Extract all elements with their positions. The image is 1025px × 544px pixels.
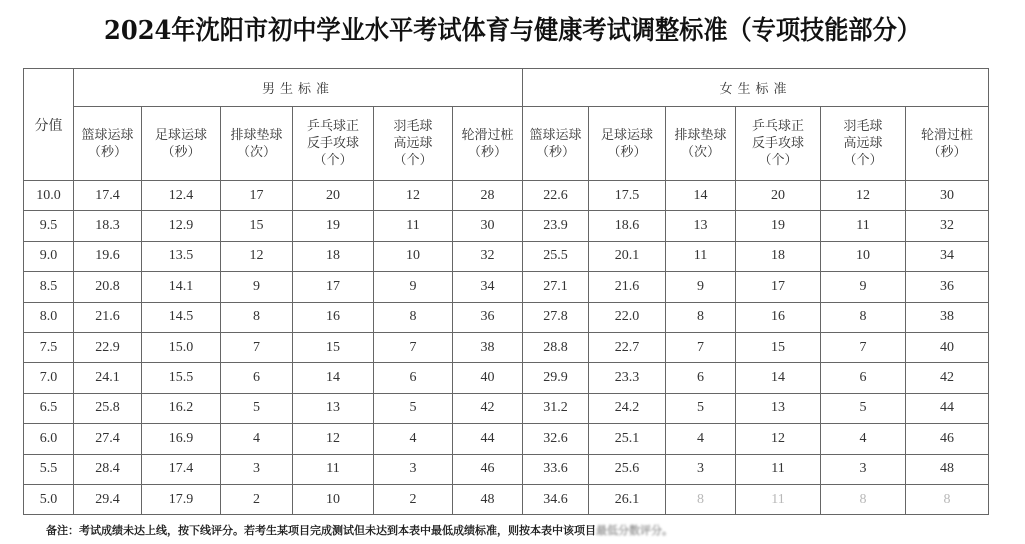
female-value-cell: 15 <box>736 332 821 362</box>
female-value-cell: 3 <box>821 454 906 484</box>
table-row <box>24 393 989 423</box>
table-row <box>24 211 989 241</box>
score-cell: 8.0 <box>24 302 74 332</box>
table-row <box>24 332 989 362</box>
male-value-cell: 25.8 <box>74 393 142 423</box>
male-col-badminton-clear <box>374 107 453 181</box>
male-value-cell: 21.6 <box>74 302 142 332</box>
female-value-cell: 8 <box>666 302 736 332</box>
male-value-cell: 36 <box>453 302 523 332</box>
column-header-line1: 乒乓球正 <box>751 119 804 134</box>
table-body <box>24 181 989 515</box>
table-row <box>24 424 989 454</box>
female-value-cell: 22.7 <box>589 332 666 362</box>
female-value-cell: 4 <box>666 424 736 454</box>
female-value-cell: 19 <box>736 211 821 241</box>
female-col-badminton-clear <box>821 107 906 181</box>
score-cell: 6.0 <box>24 424 74 454</box>
female-value-cell: 11 <box>821 211 906 241</box>
male-value-cell: 24.1 <box>74 363 142 393</box>
female-value-cell: 8 <box>821 302 906 332</box>
male-value-cell: 13.5 <box>142 241 221 271</box>
score-cell: 9.5 <box>24 211 74 241</box>
column-header-line1: 羽毛球 <box>393 119 433 134</box>
score-cell: 5.0 <box>24 484 74 514</box>
table-row <box>24 241 989 271</box>
male-col-football-dribble <box>142 107 221 181</box>
male-value-cell: 8 <box>221 302 293 332</box>
male-col-table-tennis <box>293 107 374 181</box>
column-header-unit: （次） <box>680 144 720 160</box>
score-cell: 7.0 <box>24 363 74 393</box>
column-header-unit: （秒） <box>607 144 647 160</box>
female-value-cell: 8 <box>821 484 906 514</box>
male-value-cell: 5 <box>374 393 453 423</box>
female-value-cell: 38 <box>906 302 989 332</box>
male-value-cell: 2 <box>374 484 453 514</box>
female-value-cell: 23.3 <box>589 363 666 393</box>
female-value-cell: 25.1 <box>589 424 666 454</box>
female-col-volleyball-pass <box>666 107 736 181</box>
female-value-cell: 6 <box>666 363 736 393</box>
female-value-cell: 13 <box>736 393 821 423</box>
male-value-cell: 16.9 <box>142 424 221 454</box>
female-value-cell: 5 <box>821 393 906 423</box>
female-value-cell: 9 <box>666 272 736 302</box>
female-value-cell: 11 <box>666 241 736 271</box>
male-value-cell: 9 <box>221 272 293 302</box>
male-value-cell: 9 <box>374 272 453 302</box>
female-value-cell: 30 <box>906 181 989 211</box>
score-cell: 8.5 <box>24 272 74 302</box>
male-value-cell: 12.9 <box>142 211 221 241</box>
male-col-basketball-dribble <box>74 107 142 181</box>
male-value-cell: 12 <box>293 424 374 454</box>
table-row <box>24 454 989 484</box>
male-value-cell: 38 <box>453 332 523 362</box>
female-value-cell: 22.0 <box>589 302 666 332</box>
female-value-cell: 23.9 <box>523 211 589 241</box>
female-value-cell: 3 <box>666 454 736 484</box>
column-header-unit: （次） <box>236 144 276 160</box>
male-value-cell: 27.4 <box>74 424 142 454</box>
male-value-cell: 6 <box>221 363 293 393</box>
male-value-cell: 15.5 <box>142 363 221 393</box>
table-row <box>24 363 989 393</box>
female-value-cell: 5 <box>666 393 736 423</box>
female-value-cell: 10 <box>821 241 906 271</box>
female-col-football-dribble <box>589 107 666 181</box>
male-value-cell: 8 <box>374 302 453 332</box>
male-value-cell: 15.0 <box>142 332 221 362</box>
score-cell: 5.5 <box>24 454 74 484</box>
female-value-cell: 22.6 <box>523 181 589 211</box>
column-header-name: 篮球运球 <box>81 127 134 143</box>
female-value-cell: 32 <box>906 211 989 241</box>
male-value-cell: 14.5 <box>142 302 221 332</box>
column-header-unit: （个） <box>393 153 433 168</box>
female-value-cell: 11 <box>736 484 821 514</box>
column-header-name: 篮球运球 <box>529 127 582 143</box>
male-value-cell: 14.1 <box>142 272 221 302</box>
male-value-cell: 48 <box>453 484 523 514</box>
female-value-cell: 4 <box>821 424 906 454</box>
male-value-cell: 15 <box>293 332 374 362</box>
female-value-cell: 7 <box>821 332 906 362</box>
score-header: 分值 <box>24 69 74 181</box>
male-value-cell: 17 <box>293 272 374 302</box>
female-value-cell: 24.2 <box>589 393 666 423</box>
male-col-roller-skating <box>453 107 523 181</box>
female-value-cell: 32.6 <box>523 424 589 454</box>
female-value-cell: 14 <box>736 363 821 393</box>
male-value-cell: 10 <box>293 484 374 514</box>
male-value-cell: 16.2 <box>142 393 221 423</box>
male-value-cell: 3 <box>221 454 293 484</box>
male-value-cell: 19 <box>293 211 374 241</box>
female-value-cell: 16 <box>736 302 821 332</box>
male-value-cell: 17.9 <box>142 484 221 514</box>
female-value-cell: 48 <box>906 454 989 484</box>
column-header-line1: 乒乓球正 <box>306 119 359 134</box>
male-value-cell: 11 <box>374 211 453 241</box>
male-value-cell: 15 <box>221 211 293 241</box>
male-value-cell: 42 <box>453 393 523 423</box>
female-value-cell: 18.6 <box>589 211 666 241</box>
female-value-cell: 11 <box>736 454 821 484</box>
female-value-cell: 20 <box>736 181 821 211</box>
female-value-cell: 8 <box>666 484 736 514</box>
score-cell: 10.0 <box>24 181 74 211</box>
female-value-cell: 31.2 <box>523 393 589 423</box>
column-header-name: 轮滑过桩 <box>461 127 514 143</box>
column-header-unit: （秒） <box>535 144 575 160</box>
male-value-cell: 11 <box>293 454 374 484</box>
column-header-unit: （秒） <box>927 144 967 160</box>
column-header-line2: 反手攻球 <box>306 136 359 151</box>
score-cell: 6.5 <box>24 393 74 423</box>
column-header-name: 足球运球 <box>600 127 653 143</box>
male-value-cell: 17.4 <box>142 454 221 484</box>
female-value-cell: 34 <box>906 241 989 271</box>
female-value-cell: 42 <box>906 363 989 393</box>
male-value-cell: 46 <box>453 454 523 484</box>
male-value-cell: 17 <box>221 181 293 211</box>
column-header-name: 足球运球 <box>154 127 207 143</box>
column-header-unit: （秒） <box>161 144 201 160</box>
female-value-cell: 28.8 <box>523 332 589 362</box>
female-value-cell: 8 <box>906 484 989 514</box>
column-header-name: 轮滑过桩 <box>920 127 973 143</box>
female-value-cell: 17.5 <box>589 181 666 211</box>
male-value-cell: 19.6 <box>74 241 142 271</box>
male-value-cell: 40 <box>453 363 523 393</box>
male-value-cell: 12 <box>374 181 453 211</box>
footnote <box>46 522 673 538</box>
male-value-cell: 12.4 <box>142 181 221 211</box>
female-value-cell: 12 <box>821 181 906 211</box>
female-value-cell: 27.8 <box>523 302 589 332</box>
female-value-cell: 14 <box>666 181 736 211</box>
female-value-cell: 13 <box>666 211 736 241</box>
table-row <box>24 484 989 514</box>
footnote-text: 备注：考试成绩未达上线，按下线评分。若考生某项目完成测试但未达到本表中最低成绩标准，则按本表中该项目 <box>46 524 596 537</box>
male-value-cell: 17.4 <box>74 181 142 211</box>
female-value-cell: 7 <box>666 332 736 362</box>
footnote-blurred-tail: 最低分数评分。 <box>596 524 673 537</box>
male-value-cell: 7 <box>221 332 293 362</box>
male-col-volleyball-pass <box>221 107 293 181</box>
male-value-cell: 10 <box>374 241 453 271</box>
male-value-cell: 7 <box>374 332 453 362</box>
female-col-basketball-dribble <box>523 107 589 181</box>
male-value-cell: 18 <box>293 241 374 271</box>
male-value-cell: 22.9 <box>74 332 142 362</box>
male-value-cell: 28.4 <box>74 454 142 484</box>
column-header-line2: 高远球 <box>393 136 433 151</box>
male-value-cell: 20.8 <box>74 272 142 302</box>
table-row <box>24 181 989 211</box>
column-header-name: 排球垫球 <box>230 127 283 143</box>
female-value-cell: 27.1 <box>523 272 589 302</box>
male-value-cell: 14 <box>293 363 374 393</box>
male-value-cell: 28 <box>453 181 523 211</box>
document-title: 2024年沈阳市初中学业水平考试体育与健康考试调整标准（专项技能部分） <box>104 16 921 46</box>
male-value-cell: 20 <box>293 181 374 211</box>
female-value-cell: 20.1 <box>589 241 666 271</box>
male-value-cell: 3 <box>374 454 453 484</box>
column-header-name: 排球垫球 <box>674 127 727 143</box>
column-header-unit: （秒） <box>467 144 507 160</box>
score-cell: 9.0 <box>24 241 74 271</box>
male-value-cell: 13 <box>293 393 374 423</box>
male-value-cell: 5 <box>221 393 293 423</box>
score-cell: 7.5 <box>24 332 74 362</box>
female-value-cell: 34.6 <box>523 484 589 514</box>
male-value-cell: 29.4 <box>74 484 142 514</box>
male-standard-header: 男生标准 <box>74 69 523 107</box>
column-header-unit: （个） <box>758 153 798 168</box>
column-header-unit: （个） <box>843 153 883 168</box>
female-col-roller-skating <box>906 107 989 181</box>
table-row <box>24 302 989 332</box>
male-value-cell: 2 <box>221 484 293 514</box>
female-value-cell: 18 <box>736 241 821 271</box>
female-value-cell: 46 <box>906 424 989 454</box>
column-header-row <box>24 107 989 181</box>
column-header-line2: 反手攻球 <box>751 136 804 151</box>
female-value-cell: 26.1 <box>589 484 666 514</box>
male-value-cell: 30 <box>453 211 523 241</box>
female-value-cell: 40 <box>906 332 989 362</box>
female-value-cell: 17 <box>736 272 821 302</box>
male-value-cell: 32 <box>453 241 523 271</box>
female-value-cell: 9 <box>821 272 906 302</box>
female-value-cell: 29.9 <box>523 363 589 393</box>
table-row <box>24 272 989 302</box>
male-value-cell: 18.3 <box>74 211 142 241</box>
female-value-cell: 44 <box>906 393 989 423</box>
column-header-unit: （秒） <box>87 144 127 160</box>
column-header-line2: 高远球 <box>843 136 883 151</box>
male-value-cell: 16 <box>293 302 374 332</box>
female-value-cell: 36 <box>906 272 989 302</box>
female-col-table-tennis <box>736 107 821 181</box>
male-value-cell: 4 <box>221 424 293 454</box>
male-value-cell: 6 <box>374 363 453 393</box>
female-value-cell: 25.6 <box>589 454 666 484</box>
male-value-cell: 44 <box>453 424 523 454</box>
female-value-cell: 25.5 <box>523 241 589 271</box>
female-value-cell: 33.6 <box>523 454 589 484</box>
male-value-cell: 34 <box>453 272 523 302</box>
female-value-cell: 12 <box>736 424 821 454</box>
male-value-cell: 4 <box>374 424 453 454</box>
male-value-cell: 12 <box>221 241 293 271</box>
group-header-row <box>24 69 989 107</box>
female-value-cell: 21.6 <box>589 272 666 302</box>
column-header-line1: 羽毛球 <box>843 119 883 134</box>
female-value-cell: 6 <box>821 363 906 393</box>
standards-table <box>23 68 989 515</box>
female-standard-header: 女生标准 <box>523 69 989 107</box>
column-header-unit: （个） <box>313 153 353 168</box>
